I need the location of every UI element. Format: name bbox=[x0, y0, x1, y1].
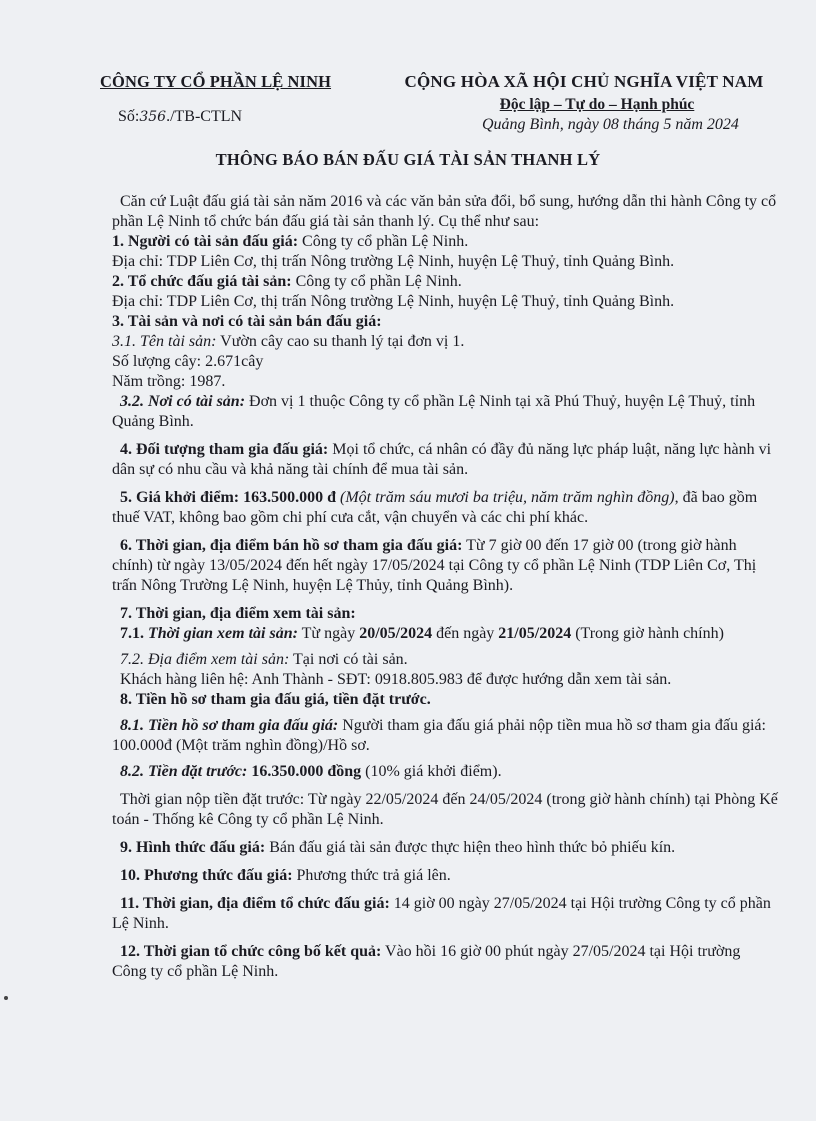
section-7-2-text: Tại nơi có tài sản. bbox=[289, 651, 408, 668]
doc-suffix: ./TB-CTLN bbox=[166, 108, 243, 125]
section-7-1-number: 7.1. bbox=[120, 625, 144, 642]
section-6-heading: 6. Thời gian, địa điểm bán hồ sơ tham gia đấu giá: bbox=[120, 537, 463, 554]
section-11-text: 14 giờ 00 ngày 27/05/2024 tại Hội trường Công ty cổ phần Lệ Ninh. bbox=[112, 895, 771, 932]
deposit-time: Thời gian nộp tiền đặt trước: Từ ngày 22/05/2024 đến 24/05/2024 (trong giờ hành chính) tại Phòng Kế toán - Thống kê Công ty cổ phần Lệ Ninh. bbox=[112, 791, 778, 828]
section-9-text: Bán đấu giá tài sản được thực hiện theo hình thức bỏ phiếu kín. bbox=[265, 839, 676, 856]
section-3-2-heading: 3.2. Nơi có tài sản: bbox=[120, 393, 246, 410]
planting-year: Năm trồng: 1987. bbox=[112, 373, 226, 390]
section-3-1-heading: 3.1. Tên tài sản: bbox=[112, 333, 217, 350]
section-7-1 bbox=[112, 624, 778, 644]
section-10-text: Phương thức trả giá lên. bbox=[292, 867, 451, 884]
national-motto: Độc lập – Tự do – Hạnh phúc bbox=[499, 96, 695, 113]
section-3-2 bbox=[112, 392, 778, 432]
section-2-heading: 2. Tổ chức đấu giá tài sản: bbox=[112, 273, 292, 290]
deposit-amount: 16.350.000 đồng bbox=[247, 763, 362, 780]
tree-quantity: Số lượng cây: 2.671cây bbox=[112, 353, 264, 370]
section-7-1-text-b: đến ngày bbox=[432, 625, 499, 642]
section-7-heading bbox=[112, 604, 778, 624]
section-5-amount-words: (Một trăm sáu mươi ba triệu, năm trăm nghìn đồng) bbox=[336, 489, 675, 506]
section-8-1-text: Người tham gia đấu giá phải nộp tiền mua hồ sơ tham gia đấu giá: 100.000đ (Một trăm nghìn đồng)/Hồ sơ. bbox=[112, 717, 766, 754]
intro-paragraph: Căn cứ Luật đấu giá tài sản năm 2016 và các văn bản sửa đổi, bổ sung, hướng dẫn thi hành Công ty cổ phần Lệ Ninh tổ chức bán đấu giá tài sản thanh lý. Cụ thể như sau: bbox=[112, 193, 777, 230]
doc-prefix: Số: bbox=[118, 108, 140, 125]
section-3-heading-text: 3. Tài sản và nơi có tài sản bán đấu giá: bbox=[112, 313, 382, 330]
section-11-heading: 11. Thời gian, địa điểm tổ chức đấu giá: bbox=[120, 895, 390, 912]
section-8-2-text: (10% giá khởi điểm). bbox=[361, 763, 502, 780]
section-10 bbox=[112, 866, 778, 886]
section-6 bbox=[112, 536, 778, 596]
contact-line: Khách hàng liên hệ: Anh Thành - SĐT: 0918.805.983 để được hướng dẫn xem tài sản. bbox=[120, 671, 672, 688]
section-8-2 bbox=[112, 762, 778, 782]
section-7-1-text-a: Từ ngày bbox=[297, 625, 360, 642]
section-11 bbox=[112, 894, 778, 934]
viewing-start-date: 20/05/2024 bbox=[359, 625, 433, 642]
section-7-2 bbox=[112, 650, 778, 670]
section-5-text: , đã bao gồm thuế VAT, không bao gồm chi phí cưa cắt, vận chuyển và các chi phí khác. bbox=[112, 489, 758, 526]
section-9 bbox=[112, 838, 778, 858]
section-12-heading: 12. Thời gian tổ chức công bố kết quả: bbox=[120, 943, 382, 960]
section-3-1 bbox=[112, 332, 778, 352]
issuer-block bbox=[100, 72, 360, 92]
section-4-text: Mọi tổ chức, cá nhân có đầy đủ năng lực pháp luật, năng lực hành vi dân sự có nhu cầu và khả năng tài chính để mua tài sản. bbox=[112, 441, 772, 478]
section-6-text: Từ 7 giờ 00 đến 17 giờ 00 (trong giờ hành chính) từ ngày 13/05/2024 đến hết ngày 17/05/2024 tại Công ty cổ phần Lệ Ninh (TDP Liên Cơ, Thị trấn Nông Trường Lệ Ninh, huyện Lệ Thủy, tỉnh Quảng Bình). bbox=[112, 537, 757, 594]
section-2-text: Công ty cổ phần Lệ Ninh. bbox=[291, 273, 462, 290]
section-7-1-text-c: (Trong giờ hành chính) bbox=[571, 625, 724, 642]
section-8-2-heading: 8.2. Tiền đặt trước: bbox=[120, 763, 248, 780]
section-5 bbox=[112, 488, 778, 528]
section-3-1-text: Vườn cây cao su thanh lý tại đơn vị 1. bbox=[216, 333, 465, 350]
document-title: THÔNG BÁO BÁN ĐẤU GIÁ TÀI SẢN THANH LÝ bbox=[215, 150, 601, 169]
company-name: CÔNG TY CỔ PHẦN LỆ NINH bbox=[100, 72, 332, 91]
scan-edge-mark bbox=[4, 996, 8, 1000]
section-8-1-heading: 8.1. Tiền hồ sơ tham gia đấu giá: bbox=[120, 717, 339, 734]
section-12 bbox=[112, 942, 778, 982]
nation-title: CỘNG HÒA XÃ HỘI CHỦ NGHĨA VIỆT NAM bbox=[404, 72, 764, 91]
section-2-address: Địa chỉ: TDP Liên Cơ, thị trấn Nông trường Lệ Ninh, huyện Lệ Thuỷ, tỉnh Quảng Bình. bbox=[112, 293, 675, 310]
section-8-heading-text: 8. Tiền hồ sơ tham gia đấu giá, tiền đặt trước. bbox=[120, 691, 431, 708]
viewing-end-date: 21/05/2024 bbox=[498, 625, 572, 642]
section-4 bbox=[112, 440, 778, 480]
section-7-1-heading: Thời gian xem tài sản: bbox=[144, 625, 298, 642]
section-1-text: Công ty cổ phần Lệ Ninh. bbox=[298, 233, 469, 250]
section-2 bbox=[112, 272, 778, 292]
section-1-heading: 1. Người có tài sản đấu giá: bbox=[112, 233, 299, 250]
section-5-heading: 5. Giá khởi điểm: 163.500.000 đ bbox=[120, 489, 336, 506]
section-9-heading: 9. Hình thức đấu giá: bbox=[120, 839, 266, 856]
place-date: Quảng Bình, ngày 08 tháng 5 năm 2024 bbox=[482, 116, 739, 133]
section-4-heading: 4. Đối tượng tham gia đấu giá: bbox=[120, 441, 329, 458]
section-7-2-heading: 7.2. Địa điểm xem tài sản: bbox=[120, 651, 290, 668]
document-body bbox=[112, 192, 778, 982]
section-1-address: Địa chỉ: TDP Liên Cơ, thị trấn Nông trường Lệ Ninh, huyện Lệ Thuỷ, tỉnh Quảng Bình. bbox=[112, 253, 675, 270]
section-10-heading: 10. Phương thức đấu giá: bbox=[120, 867, 293, 884]
section-1 bbox=[112, 232, 778, 252]
doc-number-handwritten: 356 bbox=[139, 109, 167, 125]
section-7-heading-text: 7. Thời gian, địa điểm xem tài sản: bbox=[120, 605, 356, 622]
section-3-2-text: Đơn vị 1 thuộc Công ty cổ phần Lệ Ninh tại xã Phú Thuỷ, huyện Lệ Thuỷ, tỉnh Quảng Bình. bbox=[112, 393, 756, 430]
section-12-text: Vào hồi 16 giờ 00 phút ngày 27/05/2024 tại Hội trường Công ty cổ phần Lệ Ninh. bbox=[112, 943, 741, 980]
section-8-heading bbox=[112, 690, 778, 710]
document-number bbox=[118, 108, 242, 126]
section-8-1 bbox=[112, 716, 778, 756]
section-3-heading bbox=[112, 312, 778, 332]
national-header bbox=[384, 72, 784, 114]
